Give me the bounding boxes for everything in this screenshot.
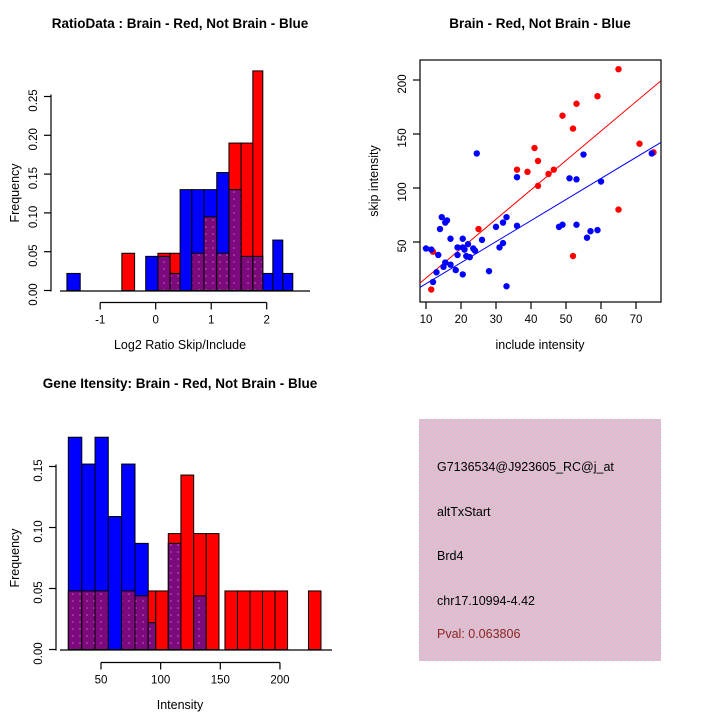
histogram-overlap-bar bbox=[82, 591, 95, 650]
scatter-point bbox=[503, 283, 509, 289]
scatter-point bbox=[493, 224, 499, 230]
scatter-point bbox=[573, 222, 579, 228]
scatter-point bbox=[545, 171, 551, 177]
probe-id-text: G7136534@J923605_RC@j_at bbox=[437, 460, 614, 474]
histogram-bar bbox=[108, 517, 121, 650]
scatter-point bbox=[479, 237, 485, 243]
histogram-bar bbox=[122, 253, 135, 290]
scatter-point bbox=[440, 264, 446, 270]
intensity-scatter-ylabel: skip intensity bbox=[367, 145, 381, 217]
scatter-point bbox=[439, 214, 445, 220]
x-tick-label: 50 bbox=[94, 674, 108, 687]
scatter-point bbox=[615, 66, 621, 72]
histogram-bar bbox=[263, 273, 273, 290]
histogram-overlap-bar bbox=[253, 256, 263, 290]
gene-intensity-histogram-panel bbox=[0, 360, 360, 720]
scatter-point bbox=[428, 286, 434, 292]
y-tick-label: 0.05 bbox=[28, 244, 41, 267]
scatter-point bbox=[514, 223, 520, 229]
y-tick-label: 0.00 bbox=[28, 283, 40, 306]
pval-text: Pval: 0.063806 bbox=[437, 627, 521, 641]
histogram-bar bbox=[283, 273, 293, 290]
x-tick-label: -1 bbox=[95, 314, 106, 327]
histogram-bar bbox=[250, 591, 263, 650]
scatter-point bbox=[514, 166, 520, 172]
scatter-point bbox=[535, 183, 541, 189]
scatter-point bbox=[474, 150, 480, 156]
x-tick-label: 0 bbox=[152, 314, 159, 327]
scatter-point bbox=[594, 227, 600, 233]
scatter-point bbox=[551, 166, 557, 172]
x-tick-label: 2 bbox=[263, 314, 270, 327]
notbrain-fit-regression-line bbox=[420, 143, 660, 288]
ratio-histogram-xlabel: Log2 Ratio Skip/Include bbox=[113, 338, 247, 352]
histogram-overlap-bar bbox=[194, 596, 207, 650]
histogram-overlap-bar bbox=[158, 256, 170, 290]
ratio-histogram-panel bbox=[0, 0, 360, 360]
gene-info-panel bbox=[360, 360, 720, 720]
scatter-point bbox=[587, 228, 593, 234]
y-tick-label: 0.20 bbox=[28, 128, 40, 151]
gene-name-text: Brd4 bbox=[437, 549, 464, 563]
x-tick-label: 1 bbox=[207, 314, 215, 327]
locus-text: chr17.10994-4.42 bbox=[437, 594, 535, 608]
scatter-point bbox=[573, 101, 579, 107]
histogram-overlap-bar bbox=[170, 273, 180, 290]
histogram-bar bbox=[225, 591, 238, 650]
histogram-overlap-bar bbox=[168, 543, 181, 649]
ratio-histogram-ylabel: Frequency bbox=[8, 163, 22, 223]
scatter-point bbox=[465, 241, 471, 247]
intensity-scatter-plot bbox=[360, 0, 720, 360]
scatter-point bbox=[461, 246, 467, 252]
scatter-point bbox=[472, 247, 478, 253]
y-tick-label: 0.05 bbox=[33, 581, 45, 604]
y-tick-label: 200 bbox=[397, 74, 409, 94]
scatter-point bbox=[503, 214, 509, 220]
scatter-point bbox=[437, 226, 443, 232]
y-tick-label: 150 bbox=[397, 128, 409, 148]
scatter-point bbox=[573, 176, 579, 182]
scatter-point bbox=[453, 267, 459, 273]
y-tick-label: 100 bbox=[397, 182, 409, 202]
scatter-point bbox=[447, 236, 453, 242]
x-tick-label: 30 bbox=[489, 314, 503, 326]
scatter-point bbox=[433, 269, 439, 275]
histogram-bar bbox=[237, 591, 250, 650]
gene-intensity-histogram-xlabel: Intensity bbox=[156, 698, 204, 712]
scatter-point bbox=[594, 93, 600, 99]
intensity-scatter-panel bbox=[360, 0, 720, 360]
histogram-bar bbox=[308, 591, 321, 650]
histogram-bar bbox=[146, 256, 158, 290]
scatter-point bbox=[467, 254, 473, 260]
scatter-point bbox=[570, 253, 576, 259]
histogram-bar bbox=[275, 591, 288, 650]
scatter-point bbox=[514, 174, 520, 180]
scatter-point bbox=[454, 252, 460, 258]
scatter-point bbox=[570, 125, 576, 131]
x-tick-label: 20 bbox=[454, 314, 468, 326]
scatter-point bbox=[500, 219, 506, 225]
histogram-overlap-bar bbox=[135, 596, 148, 650]
histogram-bar bbox=[156, 591, 169, 650]
x-tick-label: 100 bbox=[151, 674, 171, 687]
ratio-histogram-plot bbox=[0, 0, 360, 360]
scatter-point bbox=[475, 226, 481, 232]
scatter-point bbox=[500, 240, 506, 246]
histogram-overlap-bar bbox=[122, 591, 135, 650]
scatter-point bbox=[636, 141, 642, 147]
histogram-overlap-bar bbox=[217, 253, 229, 290]
scatter-point bbox=[615, 206, 621, 212]
intensity-scatter-xlabel: include intensity bbox=[495, 338, 585, 352]
histogram-overlap-bar bbox=[95, 591, 108, 650]
histogram-bar bbox=[263, 591, 276, 650]
x-tick-label: 50 bbox=[559, 314, 573, 326]
scatter-point bbox=[559, 222, 565, 228]
x-tick-label: 150 bbox=[210, 674, 230, 687]
histogram-bar bbox=[180, 190, 192, 291]
ratio-histogram-title: RatioData : Brain - Red, Not Brain - Blue bbox=[51, 16, 309, 31]
scatter-point bbox=[430, 279, 436, 285]
x-tick-label: 10 bbox=[419, 314, 433, 326]
info-box bbox=[419, 419, 661, 661]
y-tick-label: 0.10 bbox=[33, 520, 45, 543]
histogram-overlap-bar bbox=[68, 591, 81, 650]
histogram-overlap-bar bbox=[192, 253, 204, 290]
histogram-bar bbox=[206, 534, 219, 650]
scatter-point bbox=[535, 158, 541, 164]
x-tick-label: 200 bbox=[270, 674, 290, 687]
scatter-point bbox=[442, 219, 448, 225]
scatter-point bbox=[584, 234, 590, 240]
scatter-point bbox=[559, 112, 565, 118]
x-tick-label: 60 bbox=[594, 314, 608, 326]
histogram-bar bbox=[181, 475, 194, 649]
y-tick-label: 0.10 bbox=[28, 205, 40, 229]
intensity-scatter-title: Brain - Red, Not Brain - Blue bbox=[449, 16, 631, 31]
y-tick-label: 50 bbox=[397, 239, 409, 253]
gene-intensity-histogram-ylabel: Frequency bbox=[8, 528, 22, 588]
gene-intensity-histogram-title: Gene Itensity: Brain - Red, Not Brain - Blue bbox=[42, 376, 318, 391]
x-tick-label: 70 bbox=[629, 314, 643, 326]
scatter-point bbox=[447, 261, 453, 267]
y-tick-label: 0.15 bbox=[33, 459, 45, 482]
histogram-overlap-bar bbox=[204, 217, 217, 291]
y-tick-label: 0.25 bbox=[28, 89, 40, 112]
event-type-text: altTxStart bbox=[437, 505, 491, 519]
scatter-point bbox=[460, 236, 466, 242]
scatter-point bbox=[423, 245, 429, 251]
y-tick-label: 0.00 bbox=[33, 642, 45, 665]
histogram-overlap-bar bbox=[229, 190, 241, 291]
scatter-point bbox=[486, 268, 492, 274]
scatter-point bbox=[524, 169, 530, 175]
scatter-point bbox=[580, 151, 586, 157]
scatter-point bbox=[649, 150, 655, 156]
histogram-overlap-bar bbox=[241, 256, 253, 290]
histogram-overlap-bar bbox=[148, 623, 155, 650]
scatter-point bbox=[460, 271, 466, 277]
histogram-bar bbox=[273, 240, 283, 290]
scatter-point bbox=[435, 252, 441, 258]
scatter-point bbox=[566, 175, 572, 181]
scatter-point bbox=[598, 178, 604, 184]
scatter-point bbox=[531, 145, 537, 151]
histogram-bar bbox=[67, 273, 80, 290]
y-tick-label: 0.15 bbox=[28, 166, 40, 190]
x-tick-label: 40 bbox=[524, 314, 538, 326]
gene-intensity-histogram-plot bbox=[0, 360, 360, 720]
